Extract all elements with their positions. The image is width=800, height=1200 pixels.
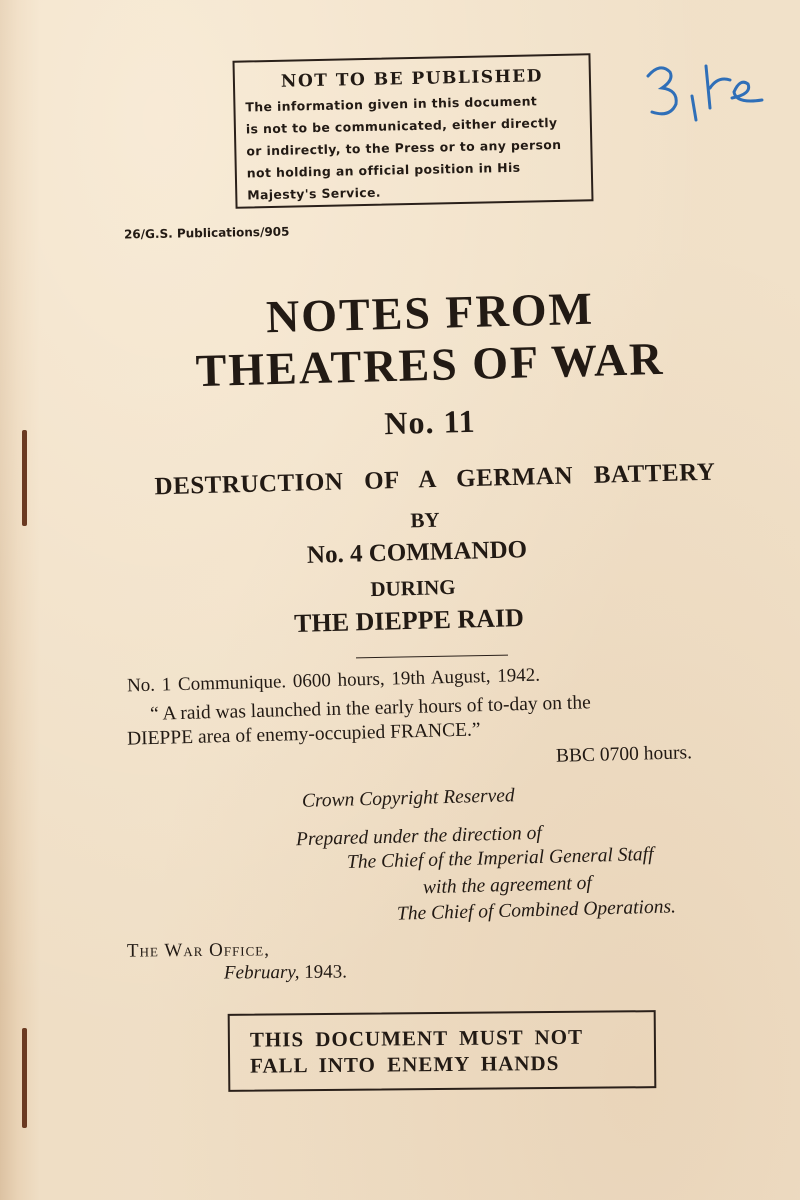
- staple-mark-bottom: [22, 1028, 27, 1128]
- issuer: The War Office,: [126, 939, 271, 962]
- subtitle-line-5: THE DIEPPE RAID: [293, 602, 525, 639]
- issue-month: February,: [223, 961, 300, 984]
- subtitle-line-3: No. 4 COMMANDO: [306, 536, 528, 569]
- divider-rule: [356, 655, 508, 659]
- restriction-line: The information given in this document: [245, 93, 538, 115]
- communique-header: No. 1 Communique. 0600 hours, 19th August, 1942.: [126, 664, 541, 697]
- restriction-text: [245, 90, 581, 207]
- handwritten-annotation: [640, 58, 770, 128]
- restriction-line: not holding an official position in His: [246, 159, 521, 181]
- warning-line-2: FALL INTO ENEMY HANDS: [250, 1050, 560, 1078]
- warning-box: [228, 1010, 657, 1092]
- staple-mark-top: [22, 430, 27, 526]
- restriction-line: is not to be communicated, either directly: [245, 114, 558, 137]
- title-line-2: THEATRES OF WAR: [195, 332, 665, 397]
- prepared-line-4: The Chief of Combined Operations.: [396, 896, 677, 925]
- restriction-line: or indirectly, to the Press or to any person: [246, 136, 562, 159]
- issue-year: 1943.: [304, 961, 348, 983]
- publication-reference: 26/G.S. Publications/905: [123, 224, 290, 242]
- restriction-line: Majesty's Service.: [247, 184, 382, 203]
- prepared-line-2: The Chief of the Imperial General Staff: [346, 843, 654, 874]
- subtitle-line-2: BY: [410, 507, 440, 533]
- communique-quote-line-1: “ A raid was launched in the early hours of to-day on the: [149, 692, 591, 725]
- subtitle-line-4: DURING: [370, 574, 456, 602]
- warning-line-1: THIS DOCUMENT MUST NOT: [249, 1024, 584, 1052]
- restriction-notice-box: [232, 53, 593, 208]
- communique-quote-line-2: DIEPPE area of enemy-occupied FRANCE.”: [126, 719, 481, 750]
- issue-date: [224, 961, 347, 984]
- title-line-1: NOTES FROM: [265, 282, 595, 343]
- issue-number: No. 11: [383, 402, 477, 442]
- communique-source: BBC 0700 hours.: [555, 742, 693, 767]
- prepared-line-1: Prepared under the direction of: [295, 822, 543, 851]
- restriction-heading: NOT TO BE PUBLISHED: [280, 66, 544, 92]
- subtitle-line-1: DESTRUCTION OF A GERMAN BATTERY: [154, 458, 716, 501]
- copyright-notice: Crown Copyright Reserved: [301, 785, 515, 812]
- prepared-line-3: with the agreement of: [422, 872, 593, 899]
